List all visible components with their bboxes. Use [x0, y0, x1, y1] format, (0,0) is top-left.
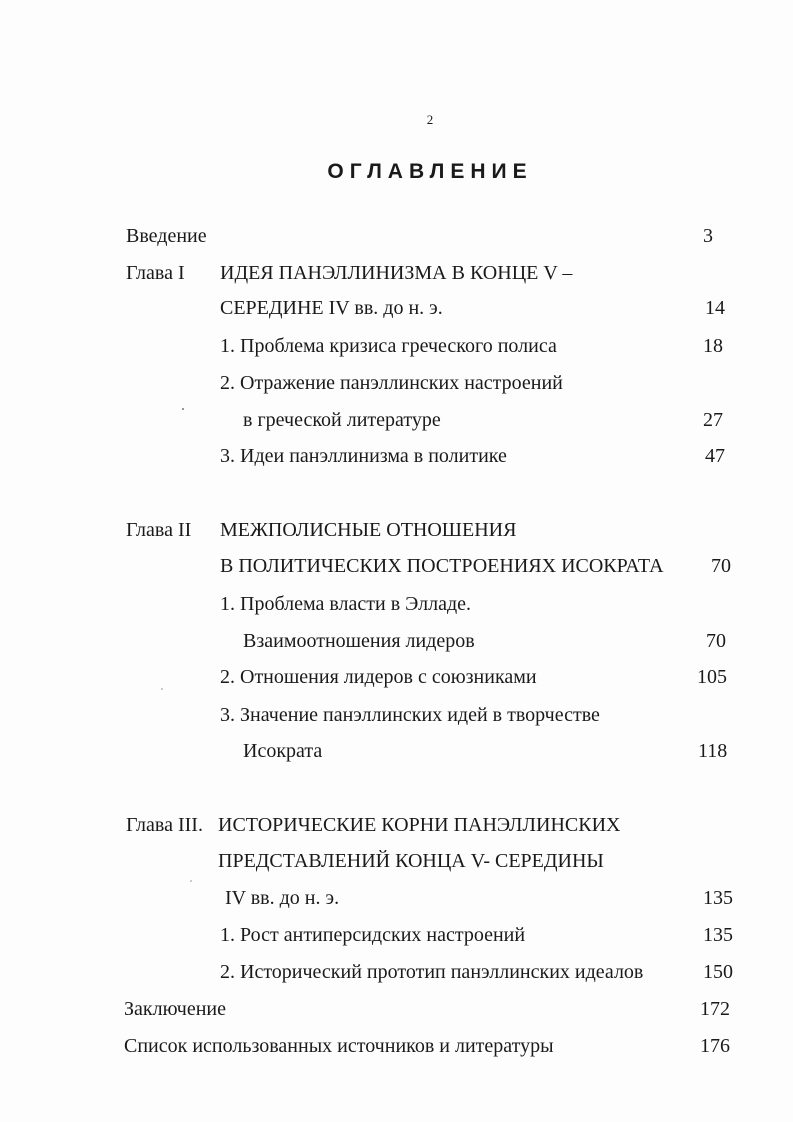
- toc-ch1-sec2-page: 27: [703, 409, 723, 431]
- toc-bibliography-page: 176: [700, 1035, 730, 1057]
- toc-ch1-sec3: 3. Идеи панэллинизма в политике: [220, 445, 507, 467]
- toc-ch3-sec1-page: 135: [703, 924, 733, 946]
- toc-ch3-sec1: 1. Рост антиперсидских настроений: [220, 924, 526, 946]
- toc-chapter1-page: 14: [705, 297, 725, 319]
- toc-bibliography-label: Список использованных источников и литературы: [124, 1035, 554, 1057]
- toc-ch1-sec2-line1: 2. Отражение панэллинских настроений: [220, 372, 563, 394]
- toc-chapter2-title-line1: МЕЖПОЛИСНЫЕ ОТНОШЕНИЯ: [220, 519, 517, 541]
- toc-ch3-sec2-page: 150: [703, 961, 733, 983]
- toc-ch2-sec3-page: 118: [698, 740, 728, 762]
- toc-chapter1-title-line2: СЕРЕДИНЕ IV вв. до н. э.: [220, 297, 443, 319]
- toc-chapter1-title-line1: ИДЕЯ ПАНЭЛЛИНИЗМА В КОНЦЕ V –: [220, 262, 573, 284]
- scan-speck: [182, 408, 184, 410]
- toc-ch2-sec1-line2: Взаимоотношения лидеров: [243, 630, 475, 652]
- toc-ch1-sec2-line2: в греческой литературе: [243, 409, 441, 431]
- toc-ch2-sec3-line2: Исократа: [243, 740, 323, 762]
- toc-conclusion-label: Заключение: [124, 998, 226, 1020]
- toc-intro-label: Введение: [126, 225, 207, 247]
- toc-chapter3-page: 135: [703, 887, 733, 909]
- toc-intro-page: 3: [703, 225, 713, 247]
- toc-chapter3-title-line3: IV вв. до н. э.: [225, 887, 340, 909]
- toc-chapter3-title-line2: ПРЕДСТАВЛЕНИЙ КОНЦА V- СЕРЕДИНЫ: [218, 850, 604, 872]
- toc-conclusion-page: 172: [700, 998, 730, 1020]
- page-number: 2: [426, 112, 434, 127]
- scan-speck: [161, 688, 163, 690]
- toc-chapter2-title-line2: В ПОЛИТИЧЕСКИХ ПОСТРОЕНИЯХ ИСОКРАТА: [220, 555, 664, 577]
- toc-chapter2-page: 70: [711, 555, 731, 577]
- toc-chapter1-label: Глава I: [126, 262, 185, 284]
- toc-chapter2-label: Глава II: [126, 519, 192, 541]
- toc-ch2-sec2: 2. Отношения лидеров с союзниками: [220, 666, 537, 688]
- toc-ch2-sec1-line1: 1. Проблема власти в Элладе.: [220, 593, 472, 615]
- toc-ch3-sec2: 2. Исторический прототип панэллинских идеалов: [220, 961, 644, 983]
- page-title: ОГЛАВЛЕНИЕ: [327, 160, 533, 183]
- toc-ch1-sec1-page: 18: [703, 335, 723, 357]
- toc-chapter3-title-line1: ИСТОРИЧЕСКИЕ КОРНИ ПАНЭЛЛИНСКИХ: [218, 814, 621, 836]
- toc-ch2-sec1-page: 70: [706, 630, 726, 652]
- toc-ch2-sec3-line1: 3. Значение панэллинских идей в творчестве: [220, 704, 600, 726]
- toc-ch1-sec1: 1. Проблема кризиса греческого полиса: [220, 335, 557, 357]
- scan-speck: [190, 880, 192, 882]
- toc-ch2-sec2-page: 105: [697, 666, 727, 688]
- toc-ch1-sec3-page: 47: [705, 445, 725, 467]
- toc-chapter3-label: Глава III.: [126, 814, 203, 836]
